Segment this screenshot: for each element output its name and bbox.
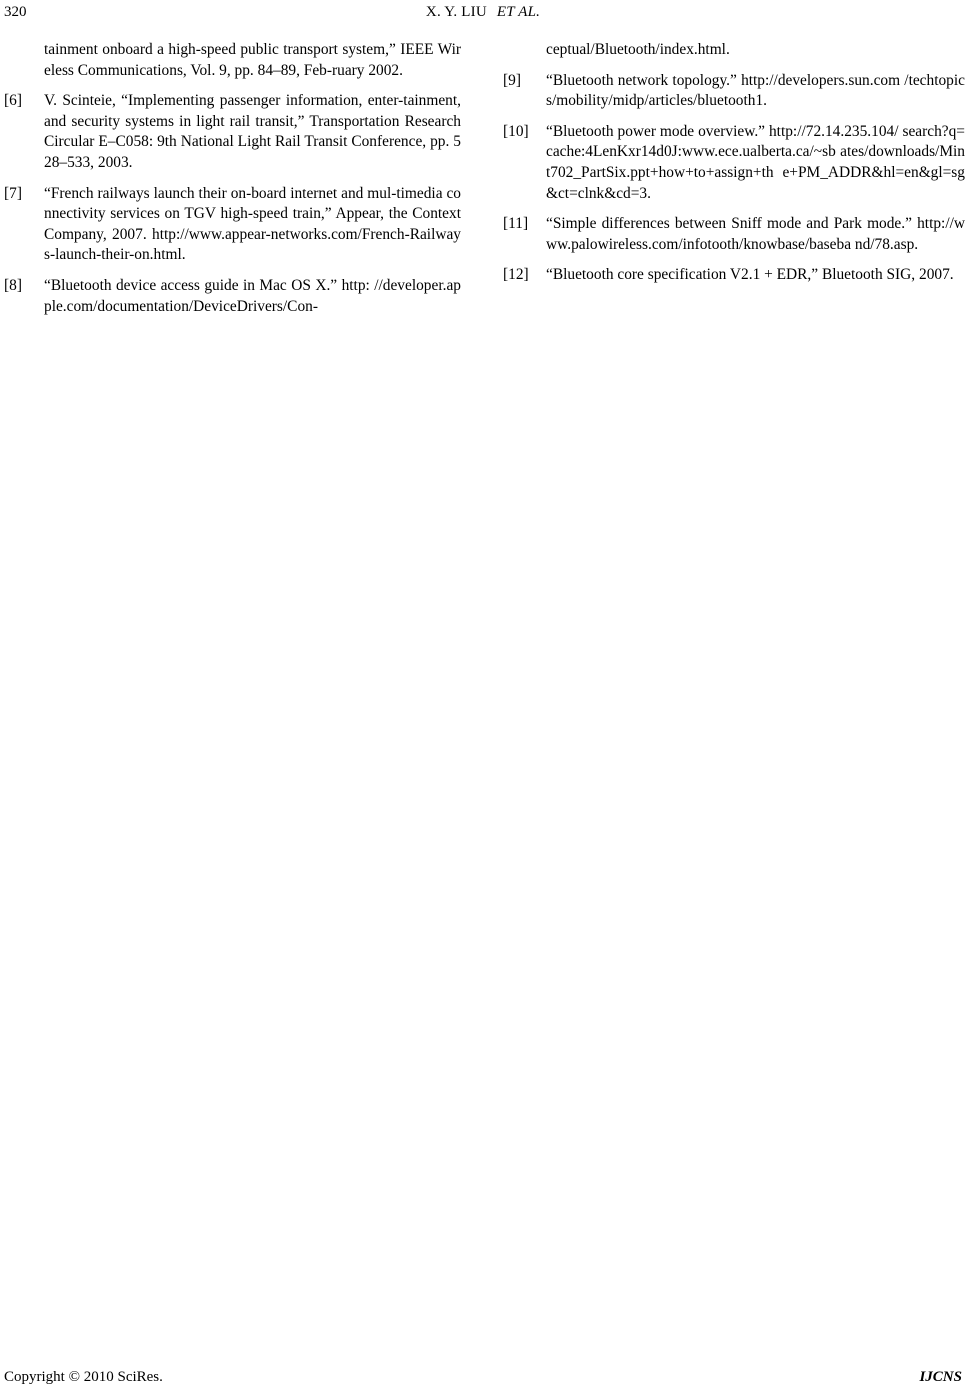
reference-12	[503, 265, 965, 286]
reference-continuation	[4, 40, 461, 81]
reference-number: [8]	[4, 276, 22, 294]
page-footer	[0, 1367, 966, 1387]
reference-text: “Bluetooth power mode overview.” http://72.14.235.104/ search?q=cache:4LenKxr14d0J:www.ece.ualberta.ca/~sb ates/downloads/Mint702_PartSix.ppt+how+to+assign+th e+PM_ADDR&hl=en&gl=sg&ct=clnk&cd=3.	[546, 122, 965, 202]
reference-number: [12]	[503, 266, 529, 284]
copyright-notice: Copyright © 2010 SciRes.	[4, 1369, 163, 1385]
reference-10	[503, 122, 965, 204]
running-head-authors: X. Y. LIU	[425, 4, 487, 20]
reference-text: V. Scinteie, “Implementing passenger information, enter-tainment, and security systems in light rail transit,” Transportation Research Circular E–C058: 9th National Light Rail Transit Conference, pp. 528–533, 2003.	[44, 92, 461, 171]
reference-number: [9]	[503, 71, 521, 89]
reference-text: “Bluetooth device access guide in Mac OS X.” http: //developer.apple.com/documentation/DeviceDrivers/Con-	[44, 276, 461, 315]
running-head	[0, 2, 966, 22]
references-right-column	[503, 40, 965, 296]
reference-text: “Bluetooth core specification V2.1 + EDR,” Bluetooth SIG, 2007.	[546, 266, 954, 284]
reference-text: ceptual/Bluetooth/index.html.	[546, 41, 730, 58]
reference-8	[4, 276, 461, 317]
running-head-et-al: ET AL.	[496, 4, 541, 20]
reference-continuation	[503, 40, 965, 61]
reference-11	[503, 214, 965, 255]
page-number: 320	[4, 4, 27, 20]
reference-number: [11]	[503, 215, 529, 233]
journal-abbreviation: IJCNS	[919, 1369, 962, 1385]
reference-text: “French railways launch their on-board internet and mul-timedia connectivity services on TGV high-speed train,” Appear, the Context Company, 2007. http://www.appear-networks.com/French-Railways-launch-their-on.html.	[44, 184, 461, 264]
reference-text: tainment onboard a high-speed public transport system,” IEEE Wireless Communications, Vol. 9, pp. 84–89, Feb-ruary 2002.	[44, 41, 461, 79]
reference-7	[4, 184, 461, 266]
reference-text: “Bluetooth network topology.” http://developers.sun.com /techtopics/mobility/midp/articles/bluetooth1.	[546, 71, 965, 110]
references-left-column	[4, 40, 461, 327]
reference-text: “Simple differences between Sniff mode and Park mode.” http://www.palowireless.com/infotooth/knowbase/baseba nd/78.asp.	[546, 215, 965, 253]
reference-9	[503, 71, 965, 112]
reference-number: [10]	[503, 122, 529, 140]
reference-number: [7]	[4, 184, 22, 202]
reference-number: [6]	[4, 92, 22, 110]
reference-6	[4, 91, 461, 173]
page-header	[0, 2, 966, 22]
